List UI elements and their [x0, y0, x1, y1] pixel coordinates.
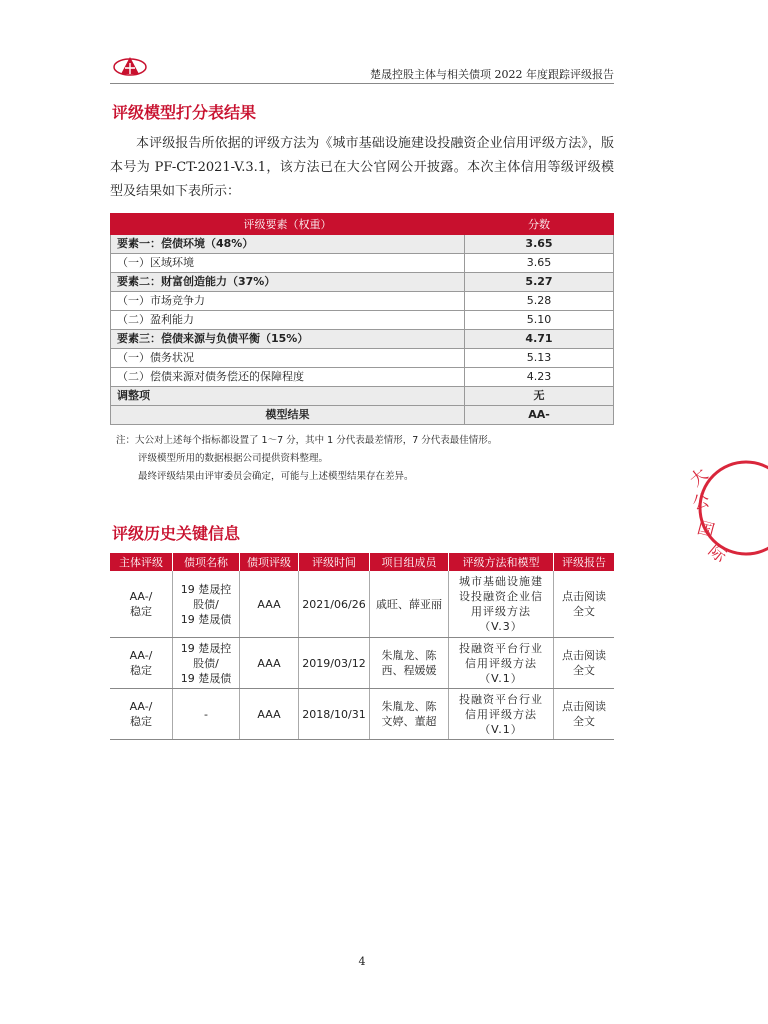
table-row	[111, 311, 614, 330]
factor-score: 4.71	[465, 330, 614, 349]
svg-text:际: 际	[704, 540, 731, 567]
factor-score: 3.65	[465, 254, 614, 273]
table-row	[110, 638, 614, 689]
factor-score: 5.13	[465, 349, 614, 368]
factor-name: 要素三：偿债来源与负债平衡（15%）	[111, 330, 465, 349]
team-members: 朱胤龙、陈 西、程媛媛	[370, 638, 449, 689]
company-seal-icon	[688, 448, 768, 568]
svg-text:国: 国	[694, 517, 717, 542]
factor-name: 要素一：偿债环境（48%）	[111, 235, 465, 254]
bond-name: 19 楚晟控 股债/ 19 楚晟债	[173, 571, 240, 638]
bond-rating: AAA	[240, 638, 299, 689]
team-members: 朱胤龙、陈 文婷、董超	[370, 689, 449, 740]
score-table-header-factor: 评级要素（权重）	[111, 214, 465, 235]
issuer-rating: AA-/ 稳定	[110, 689, 173, 740]
factor-name: （二）偿债来源对债务偿还的保障程度	[111, 368, 465, 387]
factor-score: 3.65	[465, 235, 614, 254]
model-result-value: AA-	[465, 406, 614, 425]
history-header-row	[110, 553, 614, 571]
factor-score: 5.10	[465, 311, 614, 330]
table-row	[111, 387, 614, 406]
section-title-rating-history: 评级历史关键信息	[112, 524, 241, 543]
read-report-link[interactable]: 点击阅读 全文	[554, 638, 615, 689]
read-report-link[interactable]: 点击阅读 全文	[554, 571, 615, 638]
read-report-link[interactable]: 点击阅读 全文	[554, 689, 615, 740]
table-row	[111, 273, 614, 292]
history-header-report: 评级报告	[554, 553, 615, 571]
note-line: 评级模型所用的数据根据公司提供资料整理。	[138, 453, 329, 464]
svg-text:公: 公	[690, 490, 712, 515]
history-header-rating-date: 评级时间	[299, 553, 370, 571]
note-line: 注：大公对上述每个指标都设置了 1～7 分，其中 1 分代表最差情形，7 分代表最佳情形。	[116, 435, 498, 446]
history-header-bond-name: 债项名称	[173, 553, 240, 571]
model-result-label: 模型结果	[111, 406, 465, 425]
history-header-team: 项目组成员	[370, 553, 449, 571]
section-title-score-model: 评级模型打分表结果	[112, 103, 257, 122]
score-table	[110, 213, 614, 425]
table-row	[111, 368, 614, 387]
svg-text:大: 大	[686, 464, 713, 491]
rating-method: 投融资平台行业 信用评级方法 （V.1）	[449, 638, 554, 689]
adjustment-label: 调整项	[111, 387, 465, 406]
table-row	[111, 254, 614, 273]
score-table-header-score: 分数	[465, 214, 614, 235]
rating-history-table	[110, 553, 614, 740]
factor-name: （一）区域环境	[111, 254, 465, 273]
bond-rating: AAA	[240, 689, 299, 740]
table-row	[111, 292, 614, 311]
adjustment-value: 无	[465, 387, 614, 406]
score-table-header-row	[111, 214, 614, 235]
table-row	[110, 571, 614, 638]
factor-name: （二）盈利能力	[111, 311, 465, 330]
bond-rating: AAA	[240, 571, 299, 638]
issuer-rating: AA-/ 稳定	[110, 571, 173, 638]
history-header-method: 评级方法和模型	[449, 553, 554, 571]
header-divider	[110, 83, 614, 84]
intro-paragraph: 本评级报告所依据的评级方法为《城市基础设施建设投融资企业信用评级方法》，版本号为 PF-CT-2021-V.3.1，该方法已在大公官网公开披露。本次主体信用等级评级模型及结果如下表所示：	[110, 136, 614, 199]
factor-name: 要素二：财富创造能力（37%）	[111, 273, 465, 292]
table-notes	[116, 432, 497, 486]
history-header-issuer-rating: 主体评级	[110, 553, 173, 571]
team-members: 戚旺、薛亚丽	[370, 571, 449, 638]
dagong-logo-icon	[112, 54, 148, 78]
table-row	[111, 330, 614, 349]
rating-date: 2021/06/26	[299, 571, 370, 638]
bond-name: 19 楚晟控 股债/ 19 楚晟债	[173, 638, 240, 689]
issuer-rating: AA-/ 稳定	[110, 638, 173, 689]
bond-name: -	[173, 689, 240, 740]
rating-date: 2019/03/12	[299, 638, 370, 689]
table-row	[111, 349, 614, 368]
factor-score: 4.23	[465, 368, 614, 387]
table-row	[111, 235, 614, 254]
rating-method: 投融资平台行业 信用评级方法 （V.1）	[449, 689, 554, 740]
note-line: 最终评级结果由评审委员会确定，可能与上述模型结果存在差异。	[138, 471, 414, 482]
factor-name: （一）债务状况	[111, 349, 465, 368]
factor-score: 5.28	[465, 292, 614, 311]
rating-method: 城市基础设施建 设投融资企业信 用评级方法 （V.3）	[449, 571, 554, 638]
table-row	[111, 406, 614, 425]
table-row	[110, 689, 614, 740]
header-title: 楚晟控股主体与相关债项 2022 年度跟踪评级报告	[370, 68, 614, 81]
factor-name: （一）市场竞争力	[111, 292, 465, 311]
page-number: 4	[358, 955, 366, 968]
factor-score: 5.27	[465, 273, 614, 292]
rating-date: 2018/10/31	[299, 689, 370, 740]
history-header-bond-rating: 债项评级	[240, 553, 299, 571]
